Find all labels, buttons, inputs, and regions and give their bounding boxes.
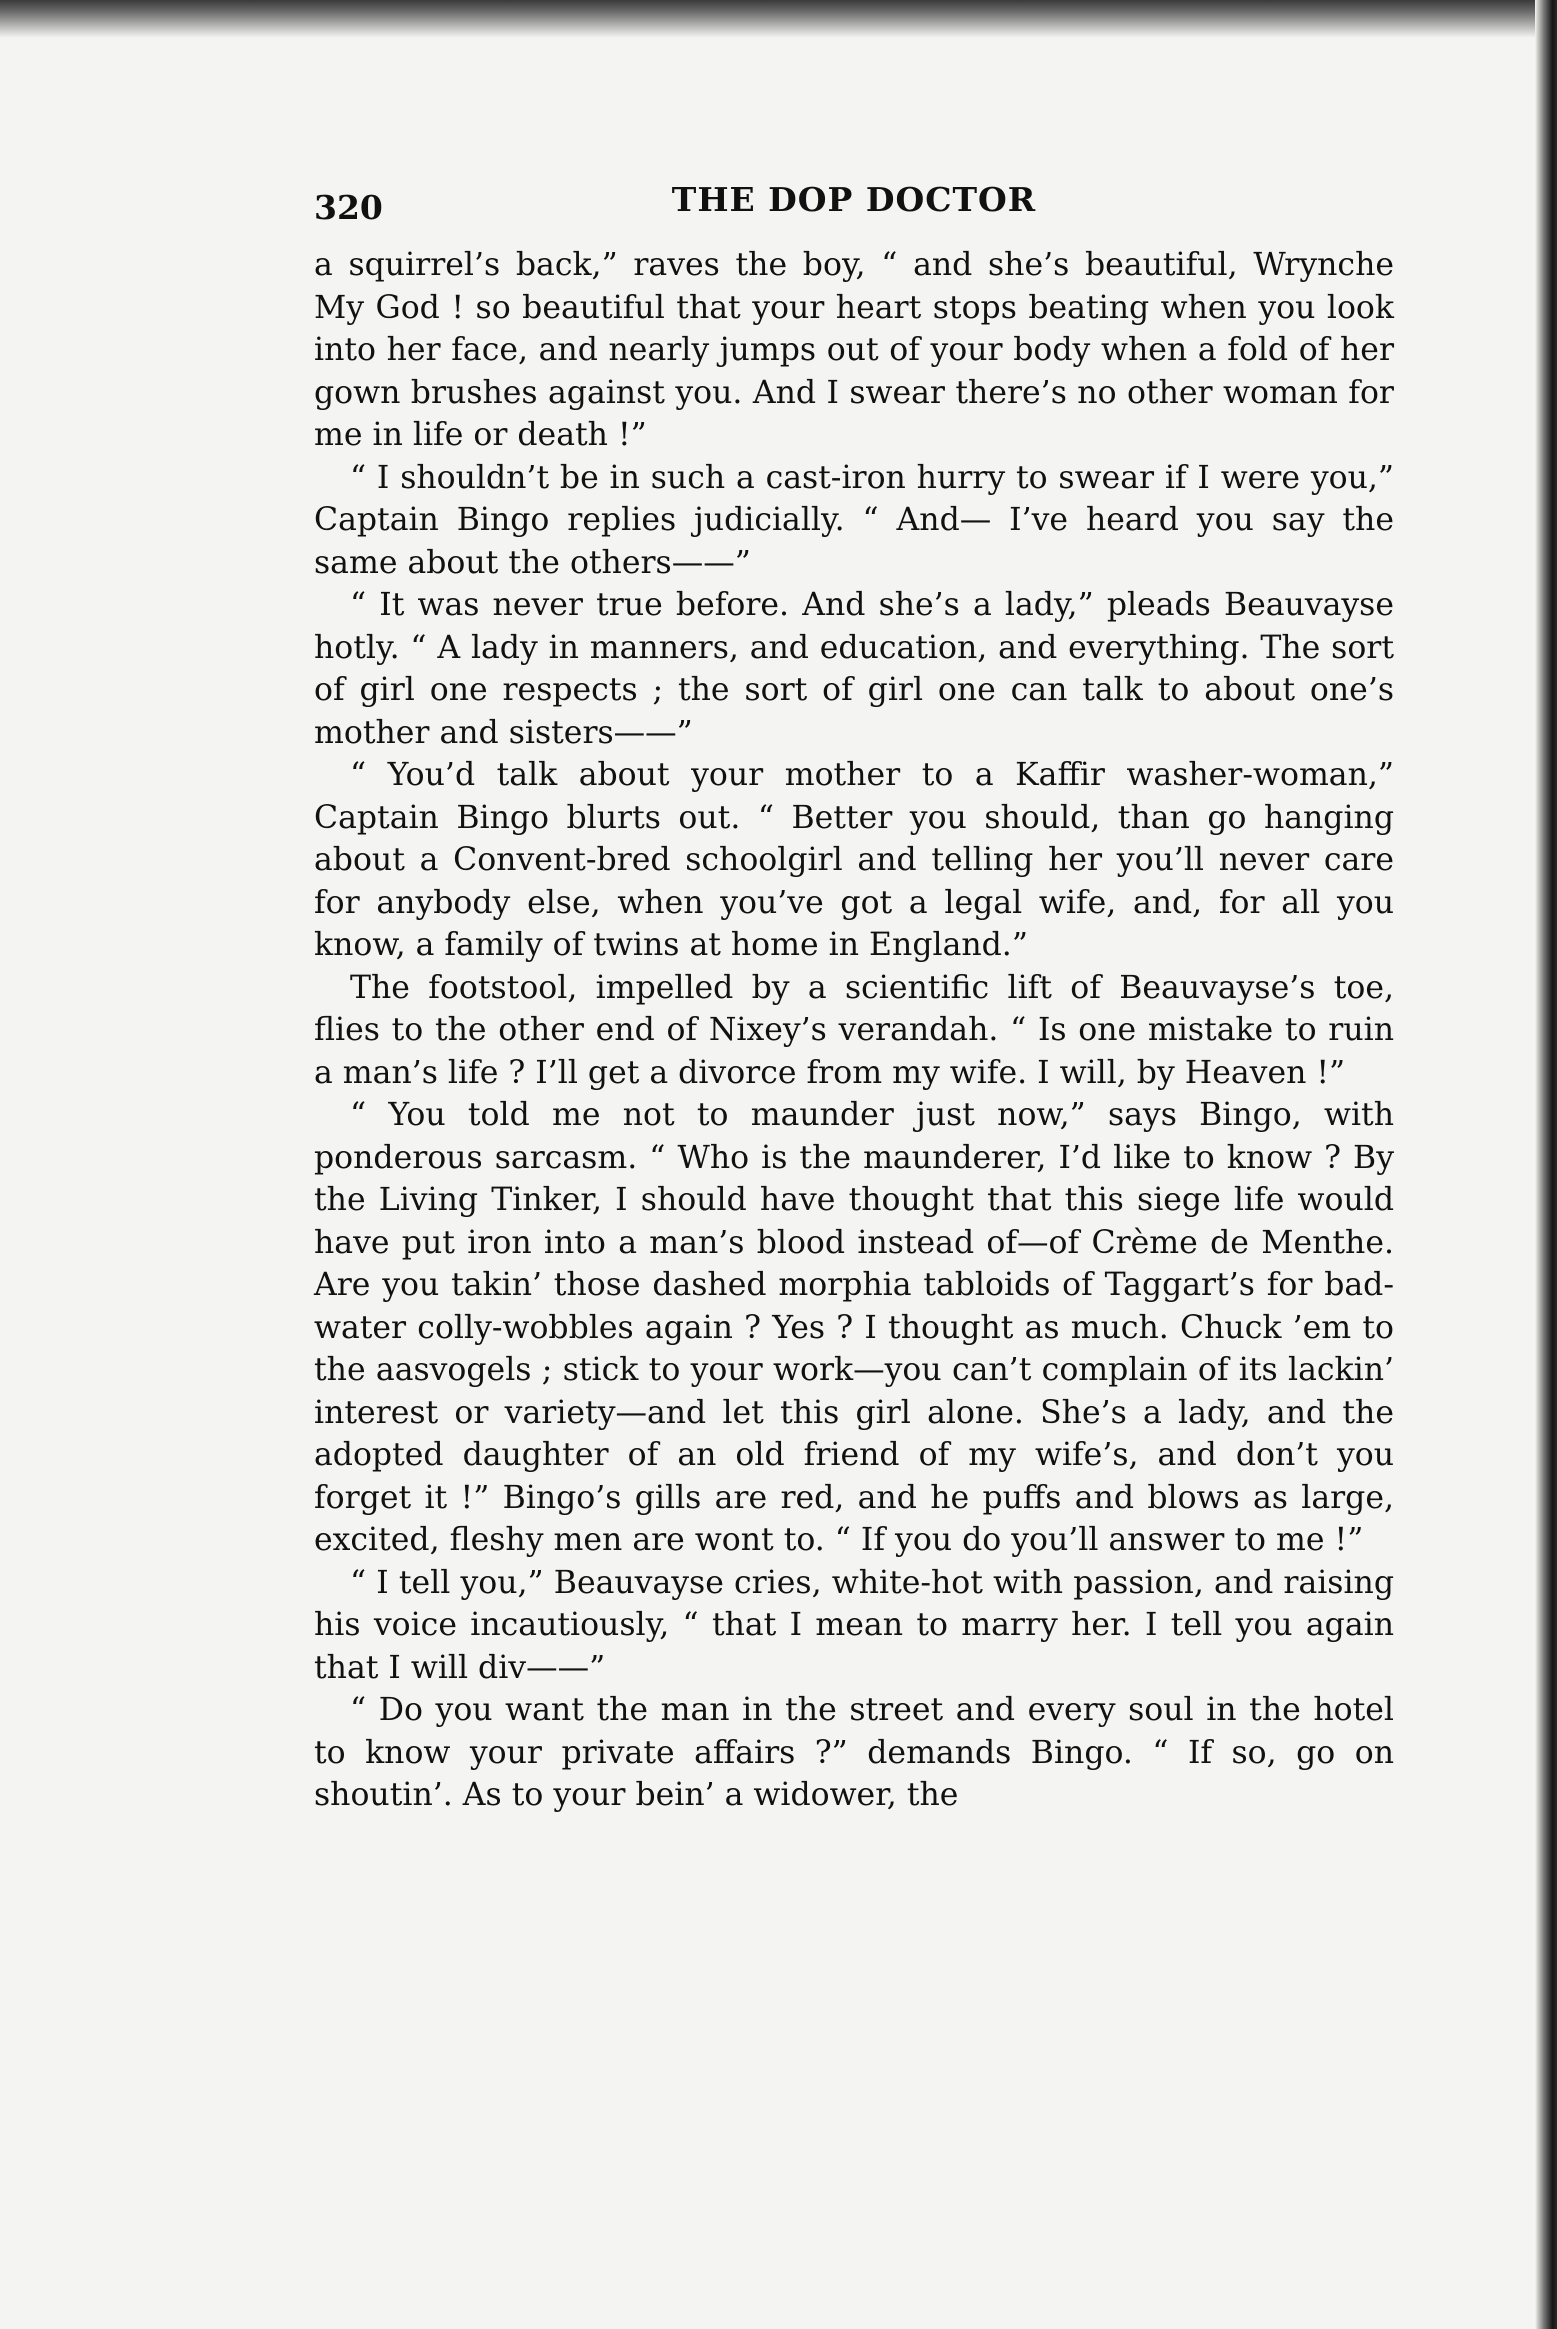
paragraph-1: a squirrel’s back,” raves the boy, “ and she’s beautiful, Wrynche My God ! so beautiful that your heart stops beating when you look into her face, and nearly jumps out of your body when a fold of her gown brushes against you. And I swear there’s no other woman for me in life or death !”: [314, 247, 1394, 453]
running-head: [314, 180, 1394, 240]
paragraph-7: “ I tell you,” Beauvayse cries, white-hot with passion, and raising his voice incautiously, “ that I mean to marry her. I tell you again that I will div——”: [314, 1564, 1394, 1686]
scan-binding-edge: [1535, 0, 1557, 2329]
running-title: THE DOP DOCTOR: [671, 180, 1037, 219]
paragraph-2: “ I shouldn’t be in such a cast-iron hurry to swear if I were you,” Captain Bingo replies judicially. “ And— I’ve heard you say the same about the others——”: [314, 459, 1394, 581]
scan-top-edge: [0, 0, 1557, 38]
book-page: [314, 180, 1394, 1817]
paragraph-8: “ Do you want the man in the street and every soul in the hotel to know your private affairs ?” demands Bingo. “ If so, go on shoutin’. As to your bein’ a widower, the: [314, 1692, 1394, 1813]
paragraph-5: The footstool, impelled by a scientific lift of Beauvayse’s toe, flies to the other end of Nixey’s verandah. “ Is one mistake to ruin a man’s life ? I’ll get a divorce from my wife. I will, by Heaven !”: [314, 969, 1394, 1091]
paragraph-6: “ You told me not to maunder just now,” says Bingo, with ponderous sarcasm. “ Who is the maunderer, I’d like to know ? By the Living Tinker, I should have thought that this siege life would have put iron into a man’s blood instead of—of Crème de Menthe. Are you takin’ those dashed morphia tabloids of Taggart’s for bad-water colly-wobbles again ? Yes ? I thought as much. Chuck ’em to the aasvogels ; stick to your work—you can’t complain of its lackin’ interest or variety—and let this girl alone. She’s a lady, and the adopted daughter of an old friend of my wife’s, and don’t you forget it !” Bingo’s gills are red, and he puffs and blows as large, excited, fleshy men are wont to. “ If you do you’ll answer to me !”: [314, 1097, 1394, 1558]
paragraph-3: “ It was never true before. And she’s a lady,” pleads Beauvayse hotly. “ A lady in manners, and education, and everything. The sort of girl one respects ; the sort of girl one can talk to about one’s mother and sisters——”: [314, 587, 1394, 751]
body-text: [314, 244, 1394, 1817]
paragraph-4: “ You’d talk about your mother to a Kaffir washer-woman,” Captain Bingo blurts out. “ Better you should, than go hanging about a Convent-bred schoolgirl and telling her you’ll never care for anybody else, when you’ve got a legal wife, and, for all you know, a family of twins at home in England.”: [314, 757, 1394, 963]
page-number: 320: [314, 188, 383, 227]
